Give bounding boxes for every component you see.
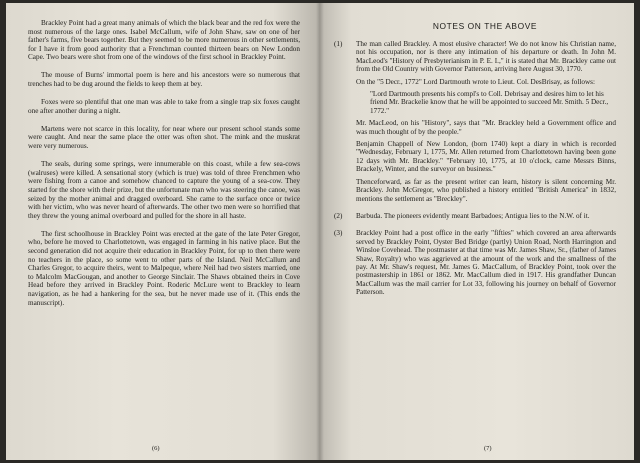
right-page-number: (7) [484, 445, 492, 452]
left-paragraph-3: Foxes were so plentiful that one man was able to take from a single trap six foxes caught one after another during a night. [28, 98, 300, 115]
left-paragraph-4: Martens were not scarce in this locality, for near where our present school stands some were caught. And near the same place the otter was often shot. The mink and the muskrat were very numerous. [28, 124, 300, 151]
note-number: (1) [334, 40, 343, 48]
note-paragraph: Barbuda. The pioneers evidently meant Barbadoes; Antigua lies to the N.W. of it. [356, 211, 590, 220]
note-paragraph: Mr. MacLeod, on his "History", says that "Mr. Brackley held a Government office and was much thought of by the people." [356, 119, 616, 136]
note-paragraph: On the "5 Decr., 1772" Lord Dartmouth wrote to Lieut. Col. DesBrisay, as follows: [356, 77, 595, 86]
note-paragraph: The man called Brackley. A most elusive character! We do not know his Christian name, not his occupation, nor is there any intimation of his departure or death. In John M. MacLeod's "History of Presbyterianism in P. E. I.," it is stated that Mr. Brackley came out from the Old Country with Governor Patterson, arriving here August 30, 1770. [356, 40, 616, 74]
note-number: (2) [334, 211, 343, 220]
note-paragraph: Thenceforward, as far as the present writer can learn, history is silent concerning Mr. Brackley. John McGregor, who published a history entitled "British America" in 1832, mentions the settlement as "Breckley". [356, 177, 616, 203]
note-paragraph: Brackley Point had a post office in the early "fifties" which covered an area afterwards served by Brackley Point, Oyster Bed Bridge (partly) Union Road, North Harrington and Winsloe Covehead. The postmaster at that time was Mr. James Shaw, Sr., (father of James Shaw, Royalty) who was aggrieved at the amount of the work and the smallness of the pay. At Mr. Shaw's request, Mr. James G. MacCallum, of Brackley Point, took over the postmastership in 1861 or 1862. Mr. MacCallum died in 1917. His grandfather Duncan MacCallum was the mail carrier for Lot 33, following his journey on behalf of Governor Patterson. [356, 229, 616, 297]
book-gutter-shadow [316, 3, 324, 460]
note-quotation: "Lord Dartmouth presents his compl's to Coll. Debrisay and desires him to let his friend Mr. Brackelie know that he will be appointed to succeed Mr. Smith. 5 Decr., 1772." [370, 90, 609, 115]
note-1 [334, 40, 616, 207]
note-3 [334, 229, 616, 300]
note-paragraph: Benjamin Chappell of New London, (born 1740) kept a diary in which is recorded "Wednesday, February 1, 1775, Mr. Allen returned from Charlottetown having been gone 12 days with Mr. Brackley." "February 10, 1775, at 10 o'clock, came Messrs Binns, Brackely, Winter, and the surveyor on business." [356, 140, 616, 174]
left-page [6, 3, 320, 460]
left-paragraph-6: The first schoolhouse in Brackley Point was erected at the gate of the late Peter Gregor, who, before he moved to Charlottetown, was engaged in farming in his native place. But the second generation did not acquire their education in Brackley Point, for up to then there were no teachers in the place, so some went to other parts of the Island. Neil McCallum and Charles Gregor, to acquire theirs, went to Malpeque, where Neil had two sisters married, one to Malcolm MacGougan, and another to George Sinclair. The Shaws obtained theirs in Cove Head before they arrived in Brackley Point. Roderic McLure went to Brackley to learn navigation, as he had a hankering for the sea, but he never made use of it. (This ends the manuscript). [28, 229, 300, 307]
left-paragraph-2: The mouse of Burns' immortal poem is here and his ancestors were so numerous that trenches had to be dug around the fields to keep them at bey. [28, 71, 300, 89]
left-paragraph-5: The seals, during some springs, were innumerable on this coast, while a few sea-cows (walruses) were killed. A sensational story (which is true) was told of three Frenchmen who were fishing from a canoe and somehow chanced to capture the young of a sea-cow. They started for the shore with their prize, but the unfortunate man who was steering the canoe, was seized by the mother animal and dragged overboard. She came to the surface once or twice with her victim, who was never heard of afterwards. The other two men were so horrified that they threw the young animal overboard and pulled for the shore in all haste. [28, 160, 300, 220]
book-spread [6, 3, 634, 460]
note-2 [334, 212, 616, 224]
right-page [320, 3, 634, 460]
note-body [356, 229, 616, 300]
note-number: (3) [334, 229, 343, 238]
left-page-number: (6) [152, 445, 160, 452]
note-body [356, 212, 616, 224]
notes-heading: NOTES ON THE ABOVE [432, 21, 538, 31]
left-paragraph-1: Brackley Point had a great many animals of which the black bear and the red fox were the most numerous of the large ones. Isabel McCallum, wife of John Shaw, saw on one of her father's farms, five bears together. But they seemed to be more numerous in other settlements, for I have it from good authority that a Frenchman counted thirteen bears on New London Cape. Two bears were shot from one of the windows of the first school in Brackley Point. [28, 19, 300, 62]
note-body [356, 40, 616, 207]
